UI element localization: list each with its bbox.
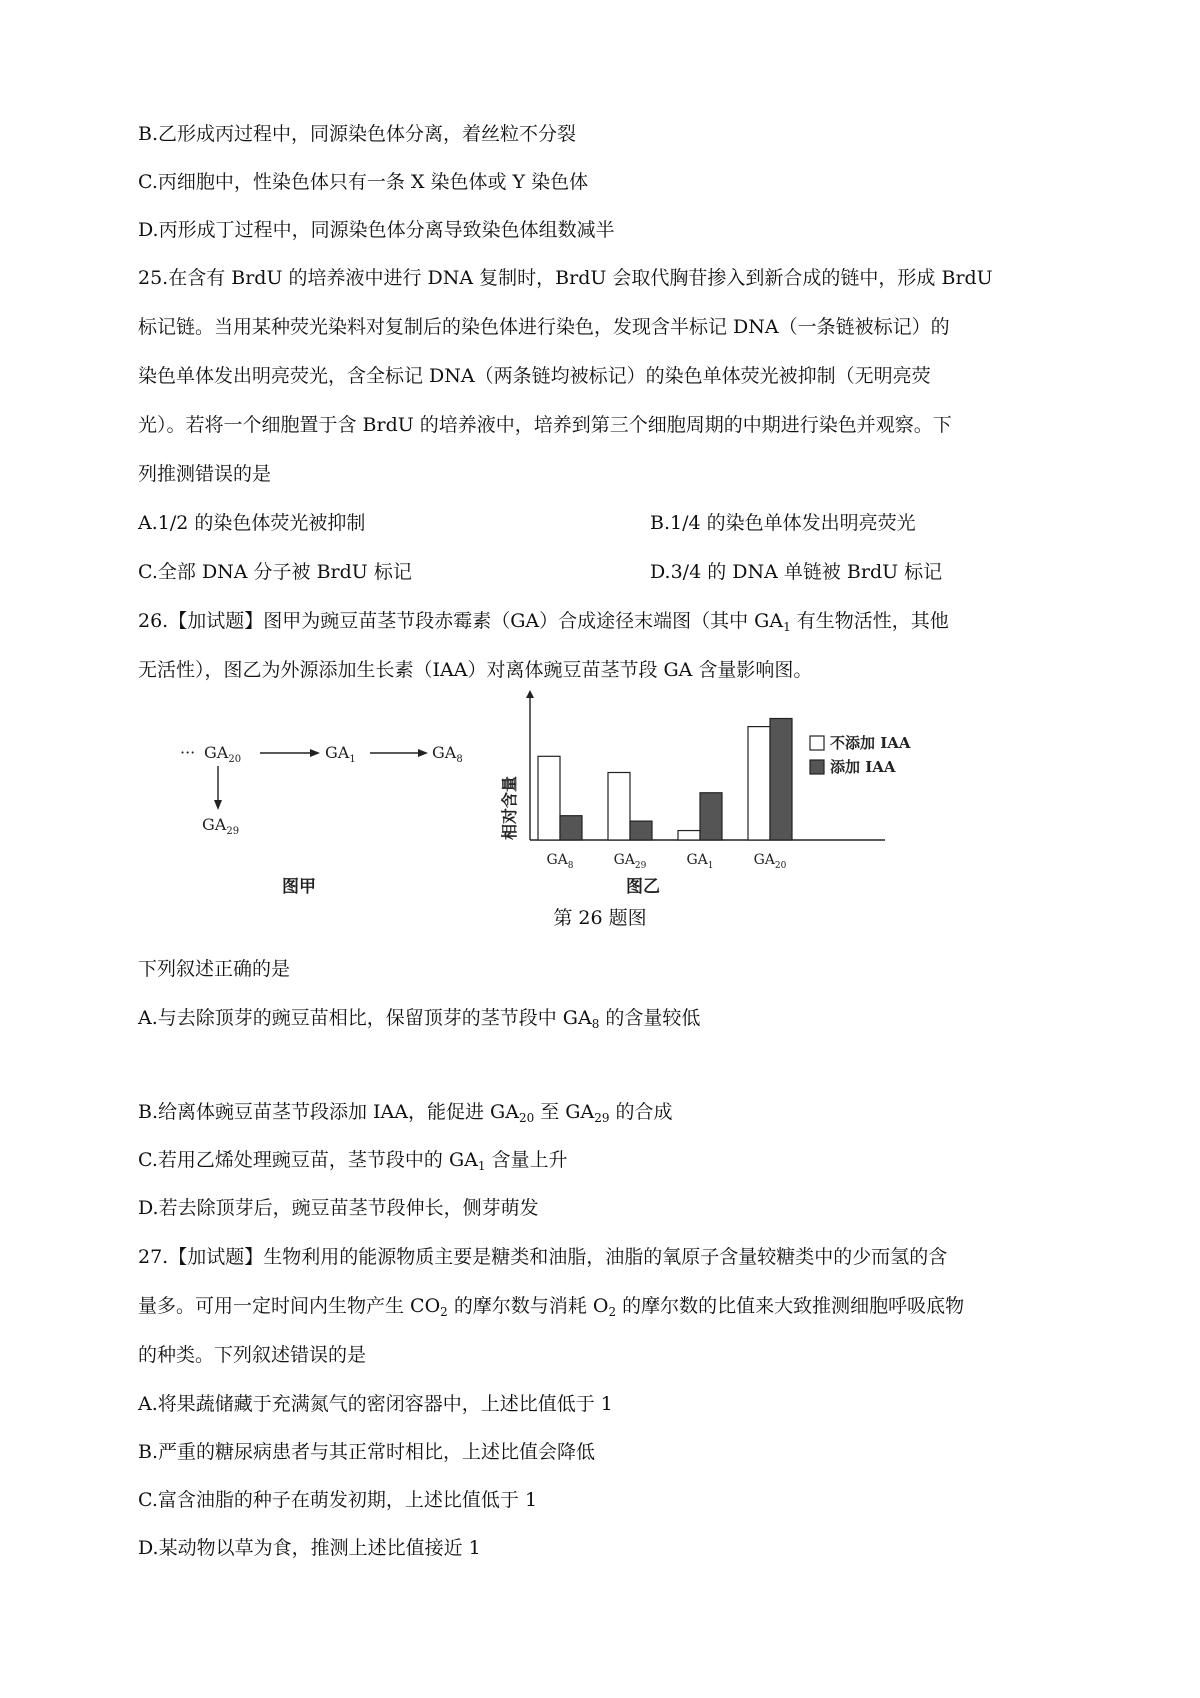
q24-option-b: B.乙形成丙过程中，同源染色体分离，着丝粒不分裂 xyxy=(138,123,577,145)
ga-bar-chart xyxy=(500,690,911,897)
q27-stem-line-3: 的种类。下列叙述错误的是 xyxy=(138,1344,367,1366)
q25-option-d: D.3/4 的 DNA 单链被 BrdU 标记 xyxy=(650,561,943,583)
x-tick-label-ga1: $GA_1$ xyxy=(686,852,714,871)
q27-option-c: C.富含油脂的种子在萌发初期，上述比值低于 1 xyxy=(138,1489,538,1511)
q26-option-c: C.若用乙烯处理豌豆苗，茎节段中的 $GA_1$ 含量上升 xyxy=(138,1149,568,1173)
q27-stem-line-1: 27.【加试题】生物利用的能源物质主要是糖类和油脂，油脂的氧原子含量较糖类中的少而氢的含 xyxy=(138,1246,948,1268)
q27-option-b: B.严重的糖尿病患者与其正常时相比，上述比值会降低 xyxy=(138,1441,596,1463)
q27-option-d: D.某动物以草为食，推测上述比值接近 1 xyxy=(138,1537,481,1559)
pathway-node-ga29: $GA_{29}$ xyxy=(202,815,240,837)
bar-ga1-iaa xyxy=(700,793,722,840)
chart-bars xyxy=(538,719,792,841)
pathway-node-ga1: $GA_1$ xyxy=(325,743,356,765)
q25-stem-line-5: 列推测错误的是 xyxy=(138,463,272,485)
arrowhead-ga20-ga29 xyxy=(214,800,222,810)
legend-label-iaa: 添加 IAA xyxy=(830,758,896,776)
bar-ga29-iaa xyxy=(630,821,652,840)
bar-ga8-no-iaa xyxy=(538,756,560,840)
bar-ga20-iaa xyxy=(770,719,792,841)
bar-ga1-no-iaa xyxy=(678,831,700,840)
q27-option-a: A.将果蔬储藏于充满氮气的密闭容器中，上述比值低于 1 xyxy=(138,1393,613,1415)
pathway-diagram xyxy=(180,743,463,897)
q25-stem-line-4: 光）。若将一个细胞置于含 BrdU 的培养液中，培养到第三个细胞周期的中期进行染色并观察。下 xyxy=(138,414,952,436)
q26-option-b: B.给离体豌豆苗茎节段添加 IAA，能促进 $GA_{20}$ 至 $GA_{29}$ 的合成 xyxy=(138,1101,673,1125)
q25-stem-line-2: 标记链。当用某种荧光染料对复制后的染色体进行染色，发现含半标记 DNA（一条链被标记）的 xyxy=(138,316,950,338)
q26-option-a: A.与去除顶芽的豌豆苗相比，保留顶芽的茎节段中 $GA_8$ 的含量较低 xyxy=(138,1007,701,1031)
pathway-node-ga8: $GA_8$ xyxy=(432,743,463,765)
bar-ga29-no-iaa xyxy=(608,773,630,841)
q26-figure xyxy=(160,690,980,900)
arrowhead-ga1-ga8 xyxy=(418,749,428,757)
bar-ga20-no-iaa xyxy=(748,727,770,840)
q26-question: 下列叙述正确的是 xyxy=(138,958,291,980)
q24-option-c: C.丙细胞中，性染色体只有一条 X 染色体或 Y 染色体 xyxy=(138,171,589,193)
q27-stem-line-2: 量多。可用一定时间内生物产生 $CO_2$ 的摩尔数与消耗 $O_2$ 的摩尔数的比值来大致推测细胞呼吸底物 xyxy=(138,1295,965,1319)
q25-option-b: B.1/4 的染色单体发出明亮荧光 xyxy=(650,512,916,534)
q26-stem-line-2: 无活性），图乙为外源添加生长素（IAA）对离体豌豆苗茎节段 GA 含量影响图。 xyxy=(138,659,813,681)
legend-swatch-iaa xyxy=(810,760,824,774)
q26-stem-line-1: 26.【加试题】图甲为豌豆苗茎节段赤霉素（GA）合成途径末端图（其中 $GA_1$ 有生物活性，其他 xyxy=(138,610,949,634)
pathway-ellipsis: ··· xyxy=(180,743,196,762)
legend-swatch-no-iaa xyxy=(810,736,824,750)
x-tick-label-ga29: $GA_{29}$ xyxy=(613,852,647,871)
x-tick-label-ga20: $GA_{20}$ xyxy=(753,852,787,871)
arrowhead-ga20-ga1 xyxy=(310,749,320,757)
chart-y-axis-arrowhead xyxy=(526,690,534,698)
x-tick-label-ga8: $GA_8$ xyxy=(546,852,574,871)
legend-label-no-iaa: 不添加 IAA xyxy=(830,734,911,752)
q25-option-c: C.全部 DNA 分子被 BrdU 标记 xyxy=(138,561,412,583)
q26-option-d: D.若去除顶芽后，豌豆苗茎节段伸长，侧芽萌发 xyxy=(138,1197,539,1219)
bar-ga8-iaa xyxy=(560,816,582,840)
figure-a-label: 图甲 xyxy=(282,877,316,897)
figure-caption: 第 26 题图 xyxy=(553,907,647,929)
chart-legend xyxy=(810,734,911,776)
q24-option-d: D.丙形成丁过程中，同源染色体分离导致染色体组数减半 xyxy=(138,219,615,241)
q25-option-a: A.1/2 的染色体荧光被抑制 xyxy=(138,512,366,534)
q25-stem-line-3: 染色单体发出明亮荧光，含全标记 DNA（两条链均被标记）的染色单体荧光被抑制（无明亮荧 xyxy=(138,365,931,387)
chart-y-axis-label: 相对含量 xyxy=(500,775,519,841)
q25-stem-line-1: 25.在含有 BrdU 的培养液中进行 DNA 复制时，BrdU 会取代胸苷掺入到新合成的链中，形成 BrdU xyxy=(138,267,993,289)
chart-x-tick-labels xyxy=(546,852,786,871)
figure-b-label: 图乙 xyxy=(626,877,660,897)
pathway-node-ga20: $GA_{20}$ xyxy=(204,743,242,765)
